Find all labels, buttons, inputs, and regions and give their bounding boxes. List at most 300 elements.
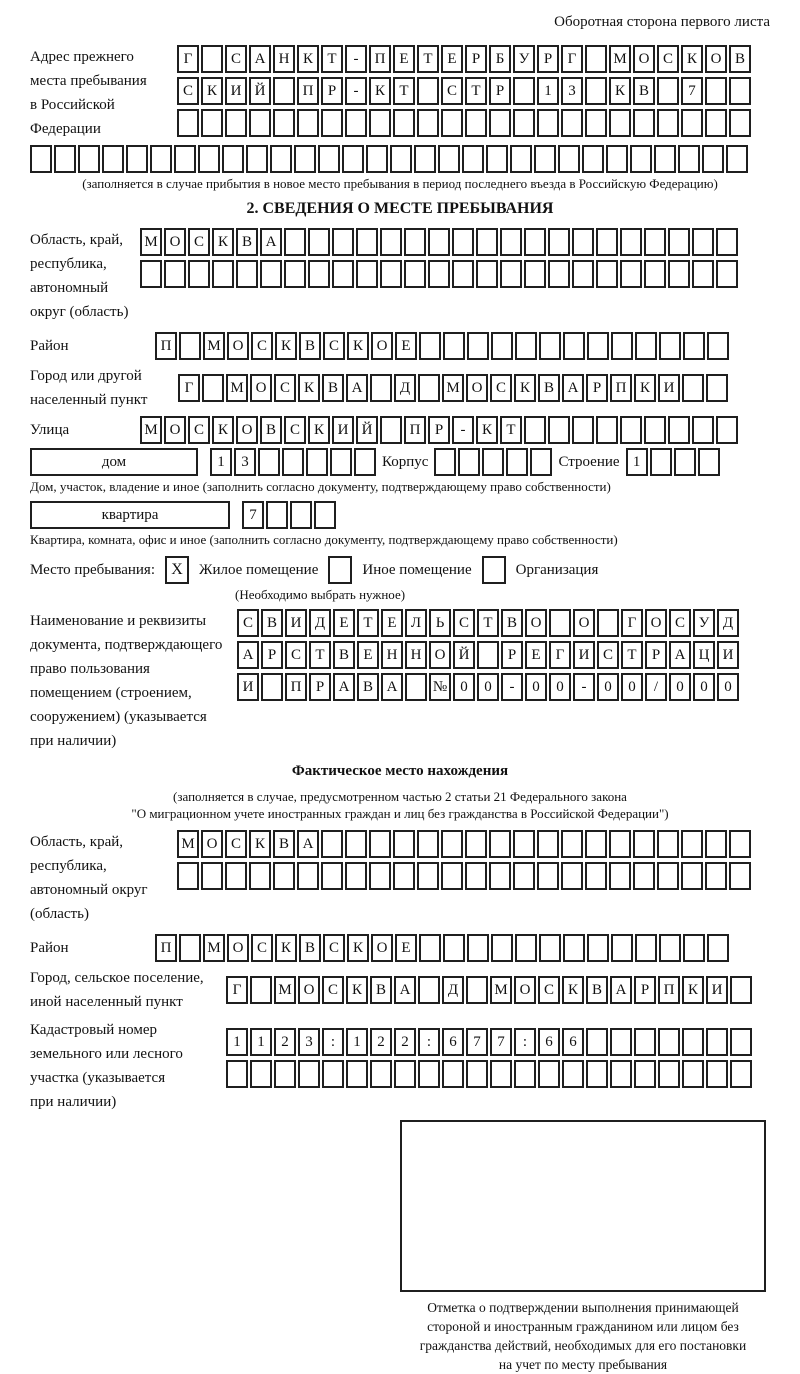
char-cell <box>486 145 508 173</box>
char-cell <box>515 934 537 962</box>
char-cell: Р <box>428 416 450 444</box>
char-cell <box>548 416 570 444</box>
char-cell <box>524 260 546 288</box>
char-cell <box>716 228 738 256</box>
stroenie-cells <box>626 448 720 476</box>
char-cell: В <box>273 830 295 858</box>
char-cell: 7 <box>681 77 703 105</box>
label-line: республика, <box>30 256 107 272</box>
char-cell <box>266 501 288 529</box>
document-label <box>30 609 237 753</box>
char-cell: М <box>609 45 631 73</box>
char-cell: 1 <box>226 1028 248 1056</box>
char-cell: 7 <box>490 1028 512 1056</box>
char-cell: М <box>177 830 199 858</box>
char-cell <box>78 145 100 173</box>
char-cell: 0 <box>597 673 619 701</box>
char-cell <box>561 109 583 137</box>
char-cell: К <box>297 45 319 73</box>
char-cell <box>294 145 316 173</box>
char-cell: Г <box>561 45 583 73</box>
char-cell <box>609 830 631 858</box>
char-cell <box>249 109 271 137</box>
char-cell: С <box>597 641 619 669</box>
char-cell <box>692 416 714 444</box>
char-cell <box>587 332 609 360</box>
char-cell <box>443 332 465 360</box>
char-cell: О <box>236 416 258 444</box>
char-cell <box>297 862 319 890</box>
region-label <box>30 228 140 324</box>
char-cell: - <box>345 45 367 73</box>
district-label: Район <box>30 338 69 354</box>
char-cell <box>250 976 272 1004</box>
label-line: округ (область) <box>30 304 129 320</box>
apartment-cells <box>242 501 336 529</box>
char-cell: Р <box>261 641 283 669</box>
char-cell <box>321 862 343 890</box>
char-cell <box>524 228 546 256</box>
char-cell <box>476 228 498 256</box>
char-cell <box>539 332 561 360</box>
korpus-label: Корпус <box>382 454 429 470</box>
char-cell: В <box>370 976 392 1004</box>
char-cell: М <box>140 228 162 256</box>
label-line: стороной и иностранным гражданином или лицом без <box>427 1319 739 1334</box>
street-row <box>30 416 770 444</box>
char-cell <box>466 976 488 1004</box>
char-cell <box>707 934 729 962</box>
char-cell <box>659 934 681 962</box>
char-cell <box>345 862 367 890</box>
char-cell <box>658 1028 680 1056</box>
char-cell: С <box>237 609 259 637</box>
char-cell: 6 <box>442 1028 464 1056</box>
char-cell: М <box>490 976 512 1004</box>
char-cell: 0 <box>621 673 643 701</box>
char-cell: П <box>658 976 680 1004</box>
char-cell: П <box>155 934 177 962</box>
char-cell: В <box>586 976 608 1004</box>
char-cell <box>476 260 498 288</box>
char-cell <box>729 862 751 890</box>
char-cell <box>539 934 561 962</box>
char-cell: Т <box>477 609 499 637</box>
char-cell: 6 <box>562 1028 584 1056</box>
char-cell: П <box>610 374 632 402</box>
label-line: на учет по месту пребывания <box>498 1357 668 1372</box>
char-cell: 3 <box>298 1028 320 1056</box>
char-cell <box>369 109 391 137</box>
char-cell: А <box>394 976 416 1004</box>
char-cell <box>177 862 199 890</box>
char-cell: О <box>201 830 223 858</box>
char-cell: 0 <box>669 673 691 701</box>
label-line: Город или другой <box>30 368 142 384</box>
char-cell: 0 <box>693 673 715 701</box>
char-cell <box>585 77 607 105</box>
char-cell <box>273 109 295 137</box>
char-cell <box>441 830 463 858</box>
char-cell <box>549 609 571 637</box>
residence-checkbox-living: X <box>165 556 189 584</box>
char-cell <box>404 260 426 288</box>
char-cell: О <box>645 609 667 637</box>
char-cell: 7 <box>242 501 264 529</box>
char-cell: О <box>705 45 727 73</box>
cadastre-cell-rows <box>226 1028 752 1114</box>
char-cell: Е <box>333 609 355 637</box>
char-cell: А <box>333 673 355 701</box>
form-page <box>30 0 770 1374</box>
char-cell <box>273 862 295 890</box>
char-cell: Е <box>395 934 417 962</box>
char-cell <box>212 260 234 288</box>
char-cell <box>321 830 343 858</box>
char-cell <box>659 332 681 360</box>
char-cell: М <box>226 374 248 402</box>
char-cell <box>298 1060 320 1088</box>
char-cell <box>729 830 751 858</box>
char-cell <box>698 448 720 476</box>
char-cell <box>428 260 450 288</box>
char-cell <box>657 77 679 105</box>
char-cell <box>609 862 631 890</box>
char-cell: - <box>452 416 474 444</box>
char-cell: В <box>260 416 282 444</box>
char-cell: / <box>645 673 667 701</box>
char-cell <box>610 1060 632 1088</box>
char-cell: Р <box>634 976 656 1004</box>
char-cell <box>164 260 186 288</box>
char-cell <box>465 830 487 858</box>
label-line: право пользования <box>30 661 150 677</box>
char-cell <box>635 934 657 962</box>
char-cell: А <box>669 641 691 669</box>
char-cell: Т <box>357 609 379 637</box>
char-cell: Т <box>465 77 487 105</box>
char-cell <box>705 77 727 105</box>
char-cell <box>537 862 559 890</box>
char-cell <box>246 145 268 173</box>
actual-location-note <box>30 788 770 822</box>
char-cell: Е <box>525 641 547 669</box>
char-cell <box>249 862 271 890</box>
char-cell <box>633 109 655 137</box>
char-cell <box>274 1060 296 1088</box>
char-cell <box>586 1028 608 1056</box>
label-line: (область) <box>30 906 89 922</box>
char-cell <box>102 145 124 173</box>
char-cell: М <box>203 332 225 360</box>
char-cell: А <box>297 830 319 858</box>
char-cell <box>491 332 513 360</box>
actual-city-row <box>30 966 770 1014</box>
char-cell <box>290 501 312 529</box>
char-cell: Г <box>178 374 200 402</box>
char-cell: К <box>562 976 584 1004</box>
label-line: Федерации <box>30 121 101 137</box>
char-cell: У <box>513 45 535 73</box>
char-cell <box>585 830 607 858</box>
char-cell <box>345 109 367 137</box>
char-cell: О <box>514 976 536 1004</box>
city-cells <box>178 374 728 402</box>
char-cell <box>681 830 703 858</box>
label-line: земельного или лесного <box>30 1046 183 1062</box>
stamp-caption <box>400 1298 766 1374</box>
char-cell <box>30 145 52 173</box>
char-cell: П <box>369 45 391 73</box>
label-line: участка (указывается <box>30 1070 166 1086</box>
char-cell <box>530 448 552 476</box>
char-cell: Ь <box>429 609 451 637</box>
char-cell <box>683 934 705 962</box>
char-cell <box>438 145 460 173</box>
char-cell: В <box>261 609 283 637</box>
char-cell <box>683 332 705 360</box>
char-cell: А <box>237 641 259 669</box>
char-cell <box>179 332 201 360</box>
char-cell <box>730 1060 752 1088</box>
actual-region-label <box>30 830 177 926</box>
house-box: дом <box>30 448 198 476</box>
label-line: Город, сельское поселение, <box>30 970 204 986</box>
char-cell: И <box>573 641 595 669</box>
char-cell: И <box>225 77 247 105</box>
char-cell <box>682 1028 704 1056</box>
actual-district-cells <box>155 934 729 962</box>
char-cell: Р <box>309 673 331 701</box>
prev-address-cell-rows <box>177 45 751 141</box>
char-cell: С <box>188 416 210 444</box>
char-cell: С <box>322 976 344 1004</box>
actual-region-row-1 <box>177 830 751 858</box>
char-cell <box>562 1060 584 1088</box>
char-cell: И <box>658 374 680 402</box>
char-cell <box>500 228 522 256</box>
char-cell <box>606 145 628 173</box>
char-cell: К <box>346 976 368 1004</box>
label-line: автономный округ <box>30 882 148 898</box>
char-cell <box>273 77 295 105</box>
char-cell <box>54 145 76 173</box>
char-cell <box>177 109 199 137</box>
document-row-2 <box>237 641 739 669</box>
char-cell: М <box>442 374 464 402</box>
char-cell <box>654 145 676 173</box>
char-cell <box>620 228 642 256</box>
char-cell <box>417 109 439 137</box>
char-cell <box>596 260 618 288</box>
char-cell <box>356 260 378 288</box>
char-cell <box>417 77 439 105</box>
label-line: Область, край, <box>30 834 124 850</box>
char-cell: Д <box>309 609 331 637</box>
char-cell <box>318 145 340 173</box>
char-cell: Д <box>442 976 464 1004</box>
char-cell <box>644 228 666 256</box>
label-line: в Российской <box>30 97 115 113</box>
char-cell <box>225 109 247 137</box>
house-cells <box>210 448 376 476</box>
char-cell <box>380 228 402 256</box>
char-cell <box>682 374 704 402</box>
char-cell: В <box>633 77 655 105</box>
char-cell: В <box>357 673 379 701</box>
label-line: Наименование и реквизиты <box>30 613 207 629</box>
prev-address-row-3 <box>177 109 751 137</box>
char-cell: Р <box>586 374 608 402</box>
char-cell <box>668 228 690 256</box>
char-cell: Л <box>405 609 427 637</box>
char-cell: К <box>308 416 330 444</box>
char-cell: С <box>188 228 210 256</box>
char-cell <box>284 260 306 288</box>
char-cell: П <box>285 673 307 701</box>
char-cell: С <box>323 934 345 962</box>
char-cell <box>414 145 436 173</box>
char-cell <box>678 145 700 173</box>
char-cell <box>634 1028 656 1056</box>
char-cell <box>668 260 690 288</box>
char-cell <box>452 228 474 256</box>
char-cell <box>332 228 354 256</box>
char-cell: 2 <box>370 1028 392 1056</box>
char-cell <box>404 228 426 256</box>
char-cell: О <box>164 416 186 444</box>
char-cell: С <box>323 332 345 360</box>
char-cell: М <box>140 416 162 444</box>
char-cell <box>322 1060 344 1088</box>
residence-option-organization: Организация <box>515 561 599 578</box>
label-line: "О миграционном учете иностранных граждан и лиц без гражданства в Российской Федерации") <box>131 806 669 821</box>
char-cell: С <box>669 609 691 637</box>
char-cell <box>418 374 440 402</box>
char-cell <box>692 260 714 288</box>
char-cell <box>465 109 487 137</box>
char-cell <box>705 109 727 137</box>
char-cell <box>650 448 672 476</box>
char-cell <box>491 934 513 962</box>
char-cell: А <box>381 673 403 701</box>
char-cell <box>250 1060 272 1088</box>
label-line: (заполняется в случае, предусмотренном частью 2 статьи 21 Федерального закона <box>173 789 627 804</box>
char-cell <box>321 109 343 137</box>
char-cell <box>572 260 594 288</box>
char-cell <box>418 976 440 1004</box>
char-cell: Т <box>500 416 522 444</box>
char-cell <box>366 145 388 173</box>
char-cell <box>258 448 280 476</box>
char-cell <box>419 332 441 360</box>
char-cell: И <box>717 641 739 669</box>
char-cell: А <box>610 976 632 1004</box>
char-cell: 1 <box>250 1028 272 1056</box>
street-cells <box>140 416 738 444</box>
actual-city-cells <box>226 976 752 1004</box>
char-cell <box>681 862 703 890</box>
char-cell: С <box>251 332 273 360</box>
char-cell <box>489 830 511 858</box>
char-cell <box>489 109 511 137</box>
char-cell <box>434 448 456 476</box>
char-cell <box>506 448 528 476</box>
actual-city-label <box>30 966 226 1014</box>
char-cell: К <box>682 976 704 1004</box>
char-cell: Т <box>321 45 343 73</box>
char-cell <box>524 416 546 444</box>
char-cell <box>634 1060 656 1088</box>
char-cell: В <box>299 332 321 360</box>
char-cell: А <box>562 374 584 402</box>
char-cell: М <box>203 934 225 962</box>
char-cell: Е <box>395 332 417 360</box>
actual-location-title: Фактическое место нахождения <box>291 763 509 779</box>
char-cell <box>202 374 224 402</box>
char-cell <box>500 260 522 288</box>
korpus-cells <box>434 448 552 476</box>
char-cell <box>537 830 559 858</box>
char-cell: В <box>729 45 751 73</box>
region-row-1 <box>140 228 738 256</box>
char-cell <box>394 1060 416 1088</box>
char-cell <box>658 1060 680 1088</box>
char-cell <box>644 416 666 444</box>
char-cell: Д <box>717 609 739 637</box>
char-cell: 7 <box>466 1028 488 1056</box>
char-cell <box>261 673 283 701</box>
char-cell: К <box>275 332 297 360</box>
char-cell: К <box>347 332 369 360</box>
char-cell <box>644 260 666 288</box>
char-cell <box>417 862 439 890</box>
char-cell <box>657 109 679 137</box>
char-cell: М <box>274 976 296 1004</box>
prev-address-row-2 <box>177 77 751 105</box>
char-cell <box>330 448 352 476</box>
char-cell <box>222 145 244 173</box>
char-cell <box>417 830 439 858</box>
char-cell: О <box>525 609 547 637</box>
char-cell: 0 <box>453 673 475 701</box>
char-cell <box>150 145 172 173</box>
char-cell: 1 <box>210 448 232 476</box>
prev-address-row-1 <box>177 45 751 73</box>
char-cell <box>490 1060 512 1088</box>
char-cell <box>515 332 537 360</box>
char-cell <box>620 416 642 444</box>
document-row-1 <box>237 609 739 637</box>
char-cell <box>682 1060 704 1088</box>
char-cell <box>548 260 570 288</box>
char-cell <box>380 260 402 288</box>
page-side-note: Оборотная сторона первого листа <box>554 14 770 30</box>
char-cell: 0 <box>525 673 547 701</box>
char-cell: П <box>297 77 319 105</box>
actual-district-label: Район <box>30 940 69 956</box>
char-cell: И <box>706 976 728 1004</box>
char-cell: Р <box>489 77 511 105</box>
char-cell: А <box>249 45 271 73</box>
prev-address-row-4 <box>30 145 770 173</box>
label-line: сооружением) (указывается <box>30 709 207 725</box>
char-cell: Т <box>309 641 331 669</box>
char-cell: Г <box>549 641 571 669</box>
prev-address-block <box>30 45 770 141</box>
label-line: при наличии) <box>30 1094 117 1110</box>
char-cell: У <box>693 609 715 637</box>
